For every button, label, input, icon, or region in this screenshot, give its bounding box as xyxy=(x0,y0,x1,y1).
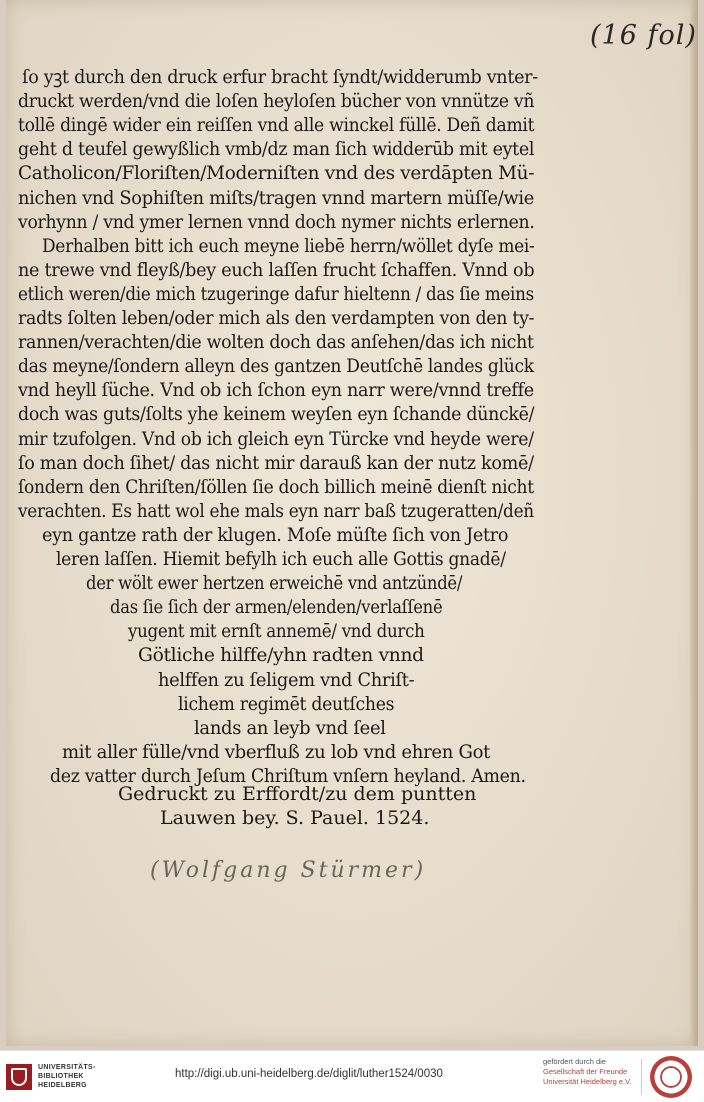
text-line: mir tzufolgen. Vnd ob ich gleich eyn Türcke vnd heyde were/ xyxy=(18,429,534,450)
logo-line-3: HEIDELBERG xyxy=(38,1082,87,1089)
text-line: rannen/verachten/die wolten doch das anſehen/das ich nicht xyxy=(18,332,534,353)
funded-by-label: gefördert durch die xyxy=(543,1057,606,1066)
text-line: ſondern den Chriſten/ſöllen ſie doch billich meinē dienſt nicht xyxy=(18,477,534,498)
text-line: geht d teufel gewyßlich vmb/dz man ſich widderūb mit eytel xyxy=(18,139,535,160)
page-edge xyxy=(690,0,698,1046)
text-line: dez vatter durch Jeſum Chriſtum vnſern heyland. Amen. xyxy=(50,766,526,787)
text-line: radts ſolten leben/oder mich als den verdampten von den ty- xyxy=(18,308,535,329)
logo-line-2: BIBLIOTHEK xyxy=(38,1073,84,1080)
text-line: etlich weren/die mich tzugeringe dafur hieltenn / das ſie meins xyxy=(18,284,534,305)
text-line: Derhalben bitt ich euch meyne liebē herrn/wöllet dyſe mei- xyxy=(42,236,535,257)
text-line: lands an leyb vnd ſeel xyxy=(194,718,386,739)
text-line: der wölt ewer hertzen erweichē vnd antzündē/ xyxy=(86,573,463,594)
text-line: lichem regimēt deutſches xyxy=(178,694,395,715)
logo-line-1: UNIVERSITÄTS- xyxy=(38,1064,96,1071)
footer-divider xyxy=(641,1059,642,1095)
text-line: eyn gantze rath der klugen. Moſe müſte ſich von Jetro xyxy=(42,525,509,546)
text-line: Catholicon/Floriſten/Moderniſten vnd des verdāpten Mü- xyxy=(18,163,535,184)
society-name-line-1: Gesellschaft der Freunde xyxy=(543,1067,628,1076)
university-library-name[interactable] xyxy=(38,1063,96,1090)
text-line: ſo yꝫt durch den druck erfur bracht ſyndt/widderumb vnter- xyxy=(22,67,538,88)
text-line: Götliche hilffe/yhn radten vnnd xyxy=(138,645,424,666)
text-line: doch was guts/ſolts yhe keinem weyſen eyn ſchande dünckē/ xyxy=(18,404,535,425)
text-line: ſo man doch ſihet/ das nicht mir darauß kan der nutz komē/ xyxy=(18,453,534,474)
text-line: verachten. Es hatt wol ehe mals eyn narr baß tzugeratten/deñ xyxy=(18,501,534,522)
viewer-footer xyxy=(0,1050,704,1102)
sponsor-credit xyxy=(543,1057,632,1087)
society-seal-icon[interactable] xyxy=(650,1056,692,1098)
text-line: druckt werden/vnd die loſen heyloſen bücher von vnnütze vñ xyxy=(18,91,535,112)
text-line: das meyne/ſondern alleyn des gantzen Deutſchē landes glück xyxy=(18,356,534,377)
university-library-logo-icon[interactable] xyxy=(6,1064,32,1090)
margin-annotation: (16 fol) xyxy=(590,20,697,51)
text-line: ne trewe vnd fleyß/bey euch laſſen frucht ſchaffen. Vnnd ob xyxy=(18,260,535,281)
imprint-line-1: Gedruckt zu Erffordt/zu dem puntten xyxy=(118,783,477,805)
text-line: das ſie ſich der armen/elenden/verlaſſenē xyxy=(110,597,443,618)
text-line: yugent mit ernſt annemē/ vnd durch xyxy=(128,621,425,642)
text-line: leren laſſen. Hiemit befylh ich euch alle Gottis gnadē/ xyxy=(56,549,506,570)
text-line: vnd heyll ſüche. Vnd ob ich ſchon eyn narr were/vnnd treffe xyxy=(18,380,534,401)
text-line: nichen vnd Sophiſten miſts/tragen vnnd martern müſſe/wie xyxy=(18,188,534,209)
society-name-line-2: Universität Heidelberg e.V. xyxy=(543,1077,632,1086)
permalink-url[interactable]: http://digi.ub.uni-heidelberg.de/diglit/luther1524/0030 xyxy=(175,1068,443,1080)
text-line: vorhynn / vnd ymer lernen vnnd doch nymer nichts erlernen. xyxy=(18,212,535,233)
text-line: tollē dingē wider ein reiſſen vnd alle winckel füllē. Deñ damit xyxy=(18,115,535,136)
imprint-line-2: Lauwen bey. S. Pauel. 1524. xyxy=(160,807,430,829)
handwritten-note: (Wolfgang Stürmer) xyxy=(150,858,427,883)
text-line: mit aller fülle/vnd vberfluß zu lob vnd ehren Got xyxy=(62,742,491,763)
text-line: helffen zu ſeligem vnd Chriſt- xyxy=(158,670,415,691)
